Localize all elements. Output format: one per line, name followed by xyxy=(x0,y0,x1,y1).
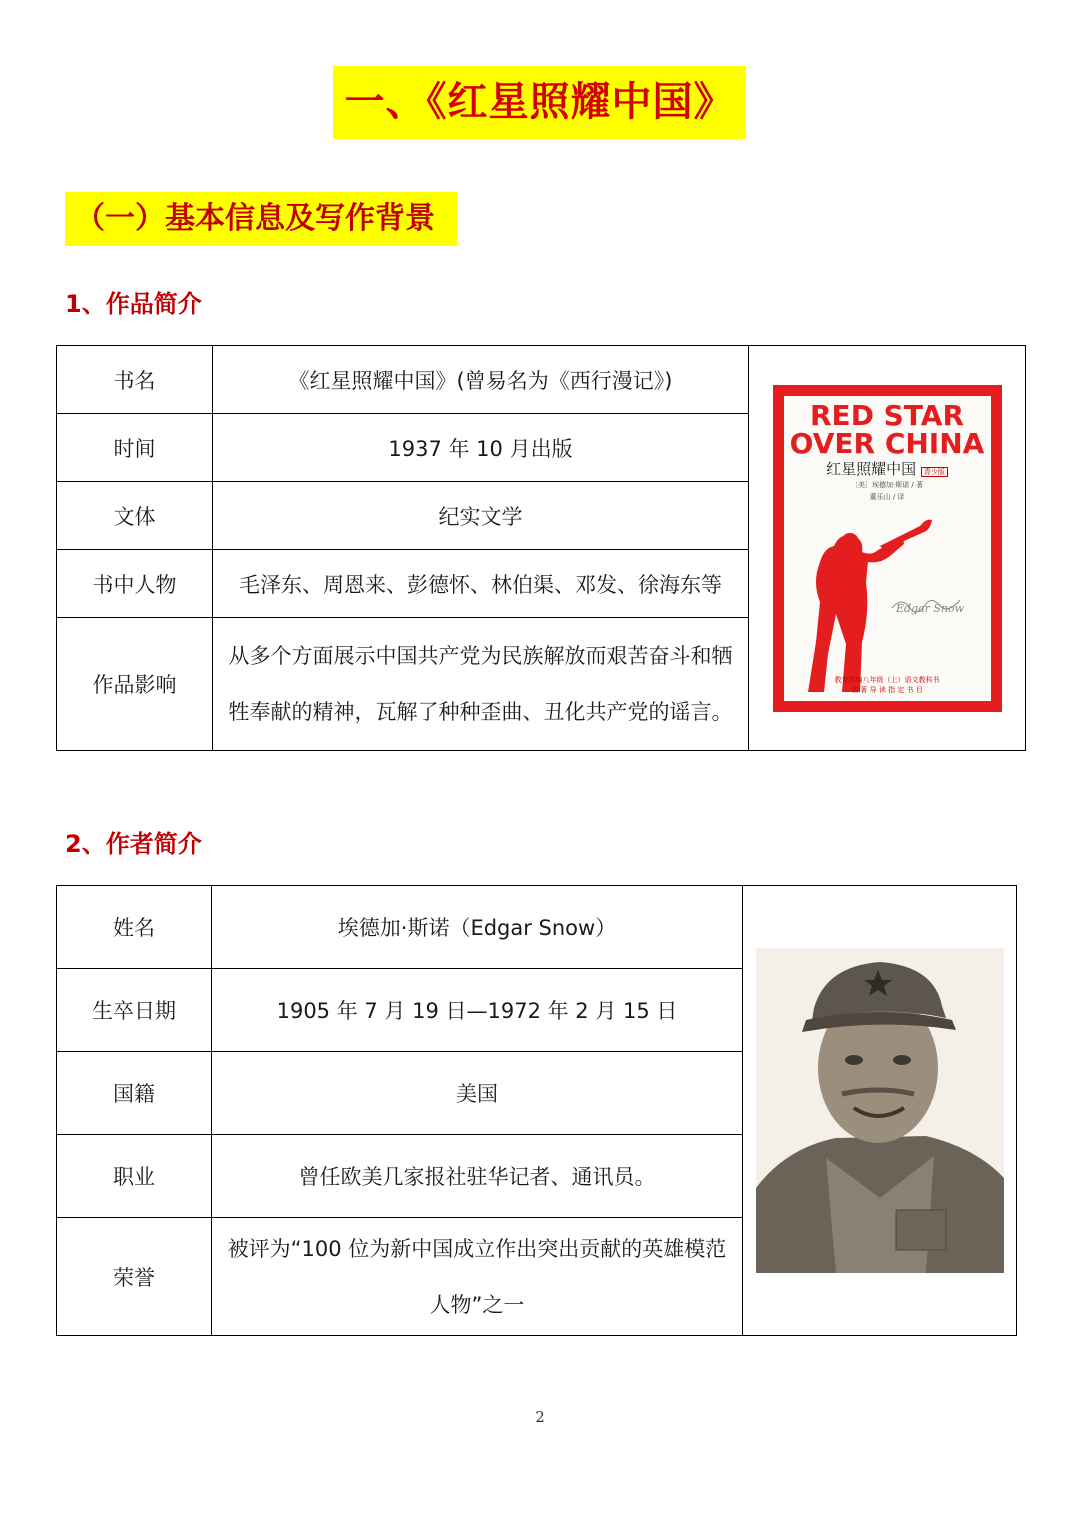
author-info-table xyxy=(56,885,1017,1336)
row-label: 国籍 xyxy=(57,1052,212,1135)
row-value: 1905 年 7 月 19 日—1972 年 2 月 15 日 xyxy=(212,969,743,1052)
row-label: 作品影响 xyxy=(57,618,213,751)
row-value: 1937 年 10 月出版 xyxy=(213,414,749,482)
table-row xyxy=(57,346,1026,414)
row-label: 职业 xyxy=(57,1135,212,1218)
work-info-table xyxy=(56,345,1026,751)
cover-title-en: RED STAR OVER CHINA xyxy=(789,398,985,460)
cover-title-cn: 红星照耀中国 青少版 xyxy=(784,458,991,479)
table-row xyxy=(57,886,1017,969)
row-label: 书名 xyxy=(57,346,213,414)
row-label: 书中人物 xyxy=(57,550,213,618)
page-number: 2 xyxy=(535,1408,545,1426)
cover-author: 〔美〕埃德加·斯诺 / 著 xyxy=(850,480,924,489)
book-cover-image xyxy=(773,385,1002,712)
cover-translator: 董乐山 / 译 xyxy=(869,492,905,501)
row-label: 时间 xyxy=(57,414,213,482)
row-value: 纪实文学 xyxy=(213,482,749,550)
row-value: 美国 xyxy=(212,1052,743,1135)
cover-signature: Edgar Snow xyxy=(895,601,964,615)
row-value: 从多个方面展示中国共产党为民族解放而艰苦奋斗和牺牲奉献的精神，瓦解了种种歪曲、丑化共产党的谣言。 xyxy=(213,618,749,751)
page-title: 一、《红星照耀中国》 xyxy=(333,66,746,139)
author-intro-heading: 2、作者简介 xyxy=(65,830,202,858)
row-label: 姓名 xyxy=(57,886,212,969)
row-value: 《红星照耀中国》(曾易名为《西行漫记》) xyxy=(213,346,749,414)
row-value: 被评为“100 位为新中国成立作出突出贡献的英雄模范人物”之一 xyxy=(212,1218,743,1336)
row-label: 荣誉 xyxy=(57,1218,212,1336)
row-value: 曾任欧美几家报社驻华记者、通讯员。 xyxy=(212,1135,743,1218)
portrait-cell xyxy=(743,886,1017,1336)
section-heading: （一）基本信息及写作背景 xyxy=(65,192,457,246)
bugler-silhouette-icon xyxy=(784,396,991,701)
row-label: 文体 xyxy=(57,482,213,550)
author-portrait-image xyxy=(756,948,1004,1273)
work-intro-heading: 1、作品简介 xyxy=(65,290,202,318)
cover-footer: 教育部编八年级（上）语文教科书 名 著 导 读 指 定 书 目 xyxy=(834,675,940,694)
row-label: 生卒日期 xyxy=(57,969,212,1052)
row-value: 埃德加·斯诺（Edgar Snow） xyxy=(212,886,743,969)
row-value: 毛泽东、周恩来、彭德怀、林伯渠、邓发、徐海东等 xyxy=(213,550,749,618)
cover-cell xyxy=(749,346,1026,751)
